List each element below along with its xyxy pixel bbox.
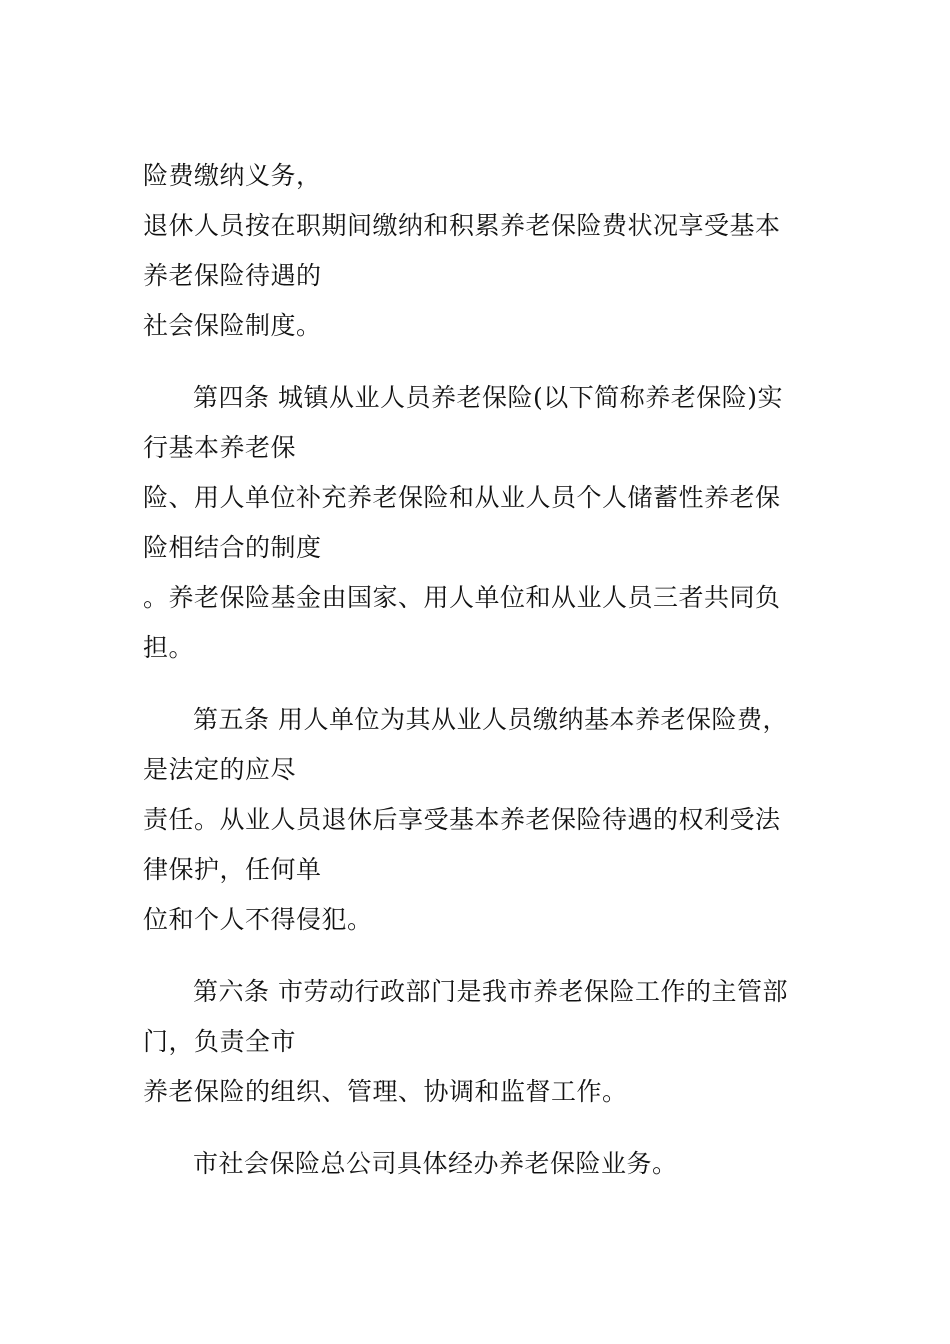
text-line: 。养老保险基金由国家、用人单位和从业人员三者共同负 [143,583,781,612]
text-line: 责任。从业人员退休后享受基本养老保险待遇的权利受法 [143,805,781,834]
text-line: 行基本养老保 [143,433,297,462]
text-line: 险费缴纳义务， [143,161,322,190]
text-line: 门，负责全市 [143,1027,297,1056]
text-line: 险、用人单位补充养老保险和从业人员个人储蓄性养老保 [143,483,781,512]
text-line: 险相结合的制度 [143,533,322,562]
text-line: 社会保险制度。 [143,311,322,340]
article-6-heading-line: 第六条 市劳动行政部门是我市养老保险工作的主管部 [193,977,788,1006]
text-line: 是法定的应尽 [143,755,297,784]
text-line: 养老保险待遇的 [143,261,322,290]
text-line: 律保护，任何单 [143,855,322,884]
text-line: 位和个人不得侵犯。 [143,905,373,934]
text-line: 养老保险的组织、管理、协调和监督工作。 [143,1077,628,1106]
text-line: 担。 [143,633,195,662]
paragraph-line: 市社会保险总公司具体经办养老保险业务。 [193,1149,678,1178]
text-line: 退休人员按在职期间缴纳和积累养老保险费状况享受基本 [143,211,781,240]
article-5-heading-line: 第五条 用人单位为其从业人员缴纳基本养老保险费， [193,705,788,734]
article-4-heading-line: 第四条 城镇从业人员养老保险(以下简称养老保险)实 [193,383,783,412]
